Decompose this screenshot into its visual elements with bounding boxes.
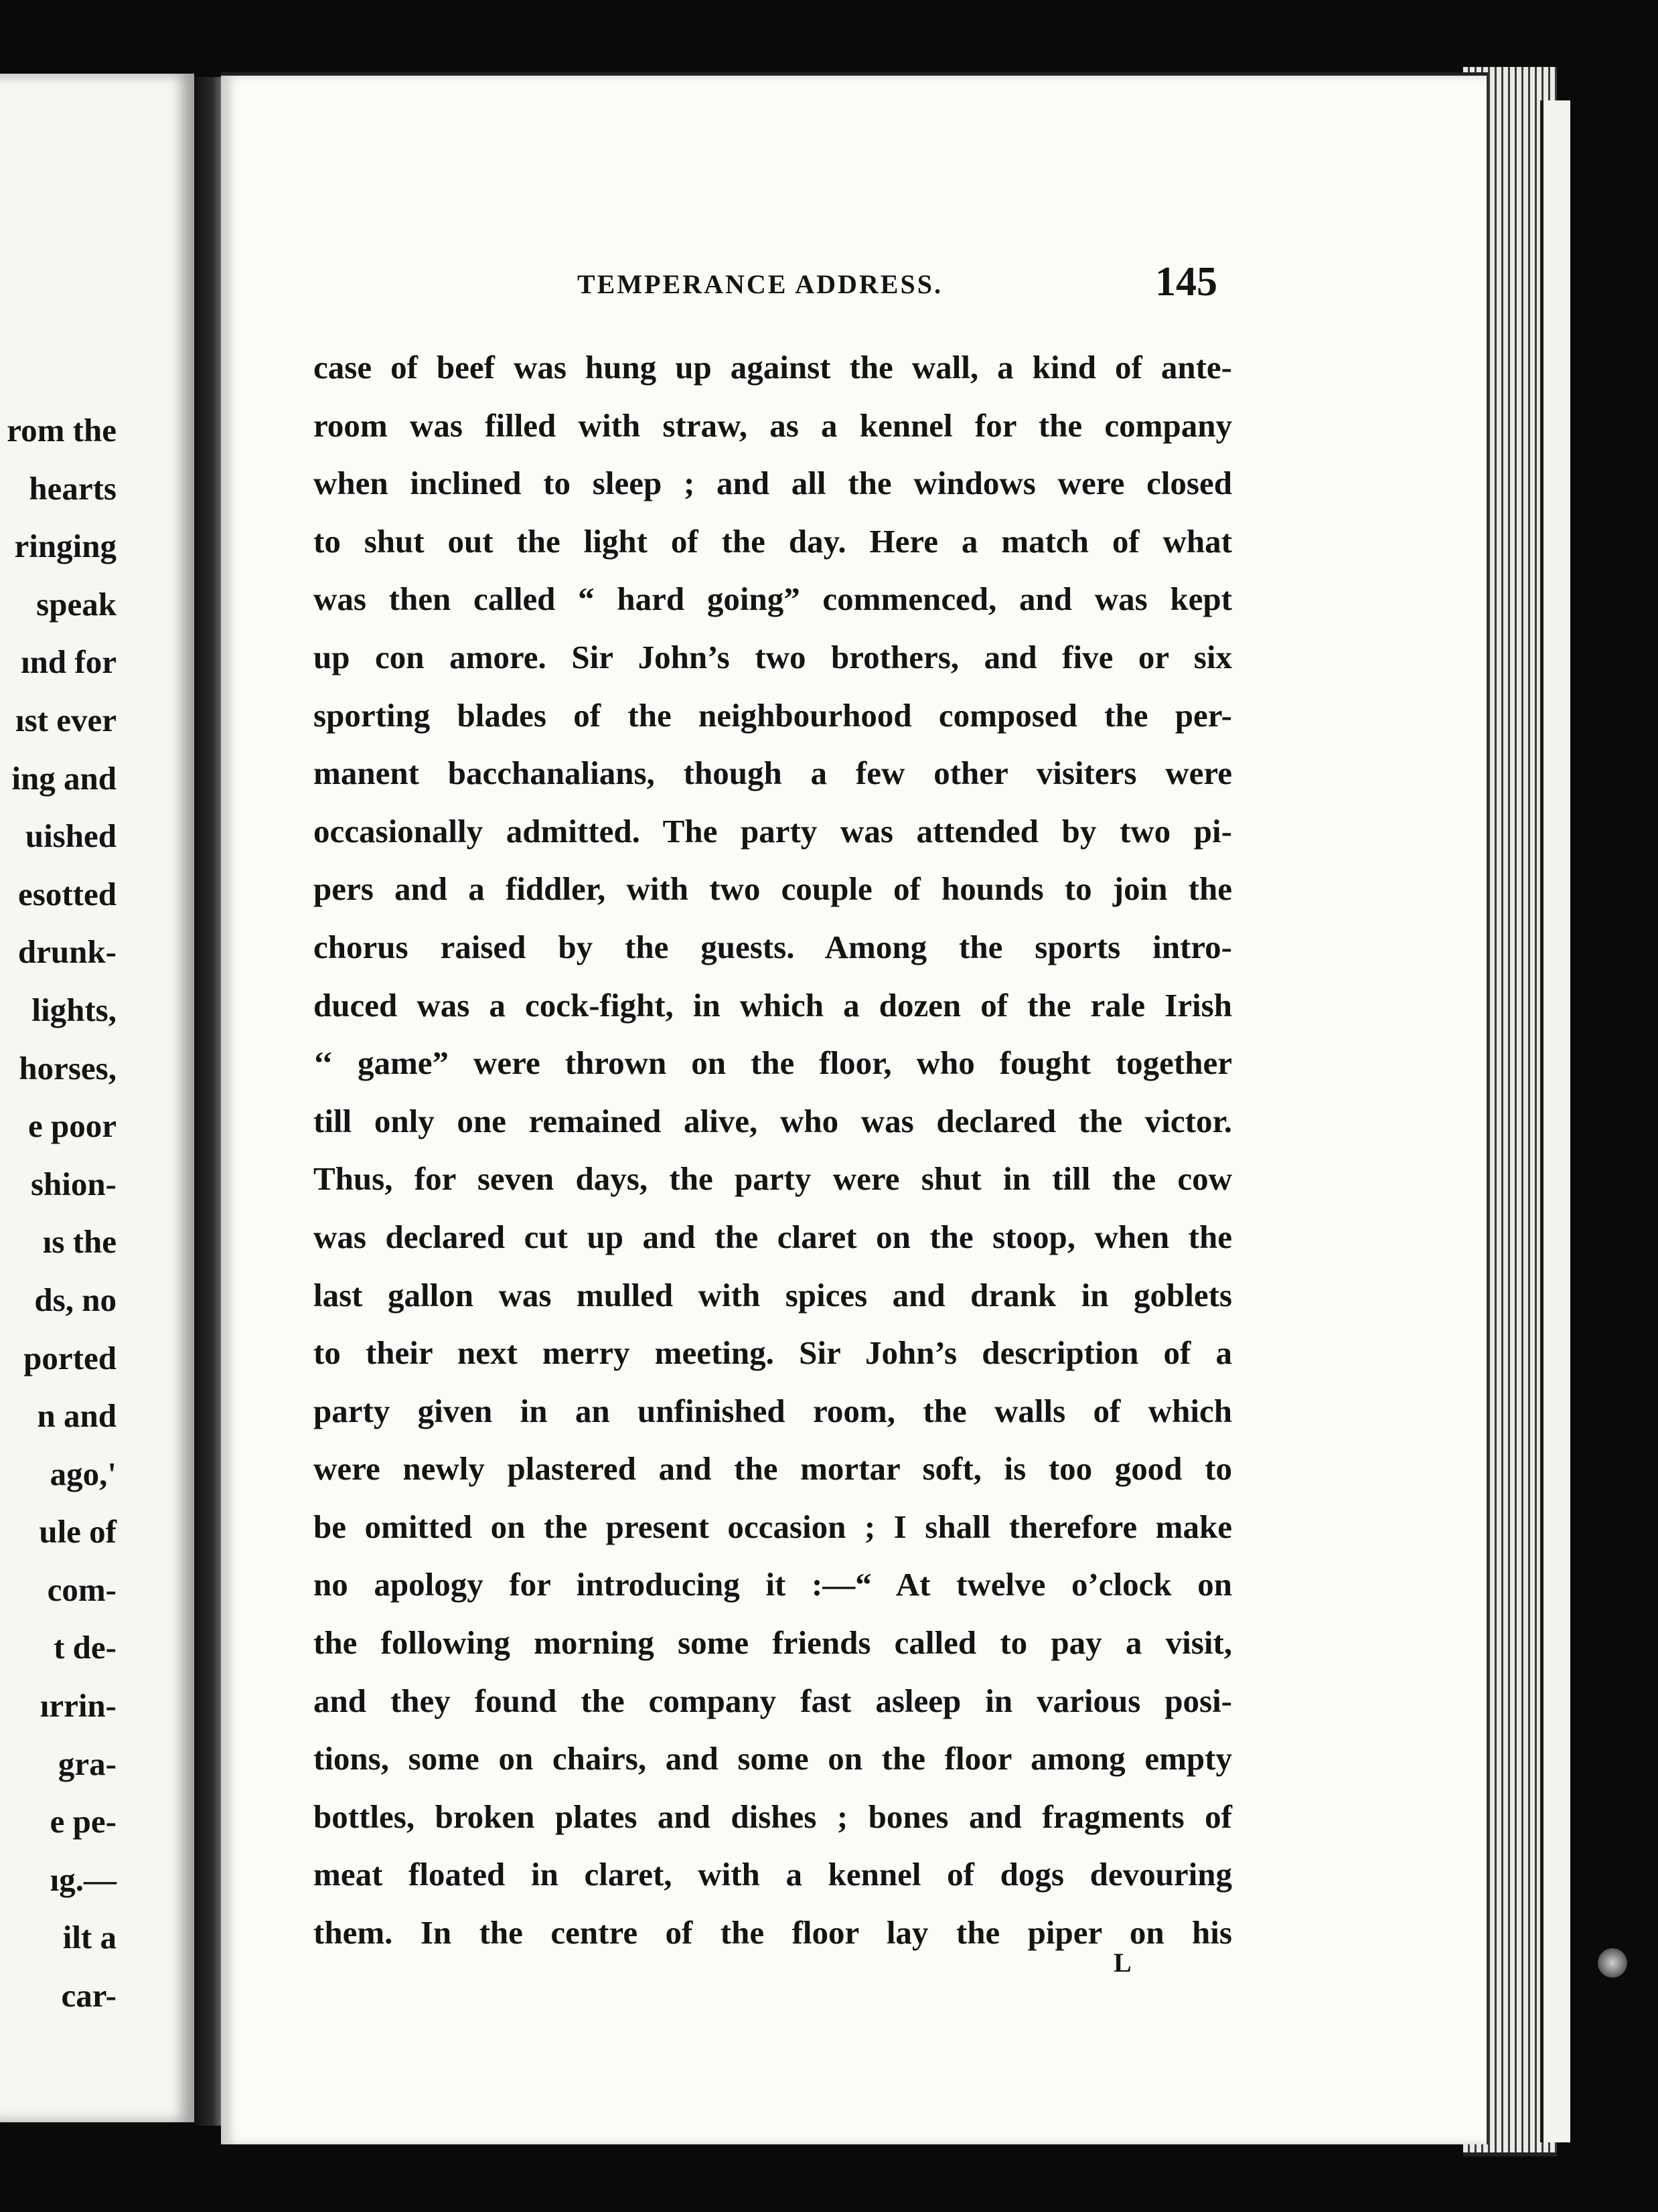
facing-line: ds, no <box>34 1281 117 1318</box>
facing-line: shion- <box>30 1165 117 1202</box>
running-head: TEMPERANCE ADDRESS. <box>577 269 943 299</box>
signature-mark: L <box>1114 1948 1132 1978</box>
text-line: was then called “ hard going” commenced, and was kept <box>313 580 1232 618</box>
text-line: case of beef was hung up against the wall, a kind of ante- <box>313 349 1232 386</box>
page-number: 145 <box>1155 259 1217 305</box>
facing-line: ported <box>23 1339 117 1376</box>
facing-line: ringing <box>14 528 117 565</box>
facing-line: ırrin- <box>40 1687 117 1725</box>
text-line: occasionally admitted. The party was attended by two pi- <box>313 812 1232 850</box>
book-gutter <box>194 77 224 2126</box>
text-line: bottles, broken plates and dishes ; bones and fragments of <box>313 1798 1232 1835</box>
text-line: no apology for introducing it :—“ At twelve o’clock on <box>313 1566 1232 1603</box>
facing-line: ınd for <box>21 643 117 681</box>
facing-line: hearts <box>29 469 117 507</box>
text-line: up con amore. Sir John’s two brothers, and five or six <box>313 638 1232 676</box>
facing-line: com- <box>47 1571 117 1608</box>
facing-line: car- <box>61 1977 117 2014</box>
text-line: party given in an unfinished room, the walls of which <box>313 1392 1232 1429</box>
facing-line: ıg.— <box>50 1861 117 1898</box>
facing-page-text <box>0 402 117 2025</box>
facing-line: esotted <box>18 875 117 913</box>
facing-line: n and <box>37 1397 117 1435</box>
text-line: manent bacchanalians, though a few other visiters were <box>313 755 1232 792</box>
text-line: Thus, for seven days, the party were shut in till the cow <box>313 1160 1232 1198</box>
facing-line: speak <box>36 585 117 623</box>
text-line: meat floated in claret, with a kennel of dogs devouring <box>313 1856 1232 1893</box>
text-line: be omitted on the present occasion ; I shall therefore make <box>313 1508 1232 1545</box>
text-line: when inclined to sleep ; and all the windows were closed <box>313 465 1232 502</box>
text-line: and they found the company fast asleep in various posi- <box>313 1682 1232 1719</box>
page-body-text <box>313 339 1232 1962</box>
facing-line: ıs the <box>42 1223 117 1261</box>
text-line: tions, some on chairs, and some on the floor among empty <box>313 1740 1232 1778</box>
facing-line: ing and <box>11 759 117 797</box>
facing-line: uished <box>25 817 117 855</box>
text-line: till only one remained alive, who was declared the victor. <box>313 1102 1232 1139</box>
facing-line: ago,' <box>50 1455 117 1492</box>
facing-line: rom the <box>7 412 117 449</box>
text-line: chorus raised by the guests. Among the sports intro- <box>313 928 1232 965</box>
text-line: sporting blades of the neighbourhood composed the per- <box>313 696 1232 734</box>
facing-line: gra- <box>58 1745 117 1782</box>
facing-line: t de- <box>54 1629 117 1666</box>
text-line: were newly plastered and the mortar soft, is too good to <box>313 1450 1232 1488</box>
facing-line: ilt a <box>62 1919 117 1956</box>
back-cover-edge <box>1540 100 1570 2142</box>
text-line: to shut out the light of the day. Here a match of what <box>313 522 1232 560</box>
text-line: them. In the centre of the floor lay the piper on his <box>313 1914 1232 1952</box>
text-line: the following morning some friends called to pay a visit, <box>313 1624 1232 1662</box>
facing-line: lights, <box>31 991 117 1028</box>
facing-line: ıst ever <box>15 701 117 738</box>
text-line: ‘‘ game” were thrown on the floor, who fought together <box>313 1044 1232 1082</box>
text-line: room was filled with straw, as a kennel for the company <box>313 406 1232 444</box>
facing-line: ule of <box>39 1513 117 1551</box>
text-line: pers and a fiddler, with two couple of hounds to join the <box>313 870 1232 908</box>
text-line: last gallon was mulled with spices and drank in goblets <box>313 1276 1232 1314</box>
facing-line: drunk- <box>17 933 117 971</box>
facing-page <box>0 74 194 2122</box>
facing-line: horses, <box>19 1049 117 1087</box>
facing-line: e pe- <box>50 1803 117 1840</box>
text-line: to their next merry meeting. Sir John’s description of a <box>313 1334 1232 1372</box>
facing-line: e poor <box>28 1107 117 1145</box>
text-line: was declared cut up and the claret on the stoop, when the <box>313 1218 1232 1255</box>
scan-speck <box>1598 1948 1627 1978</box>
text-line: duced was a cock-fight, in which a dozen of the rale Irish <box>313 986 1232 1024</box>
